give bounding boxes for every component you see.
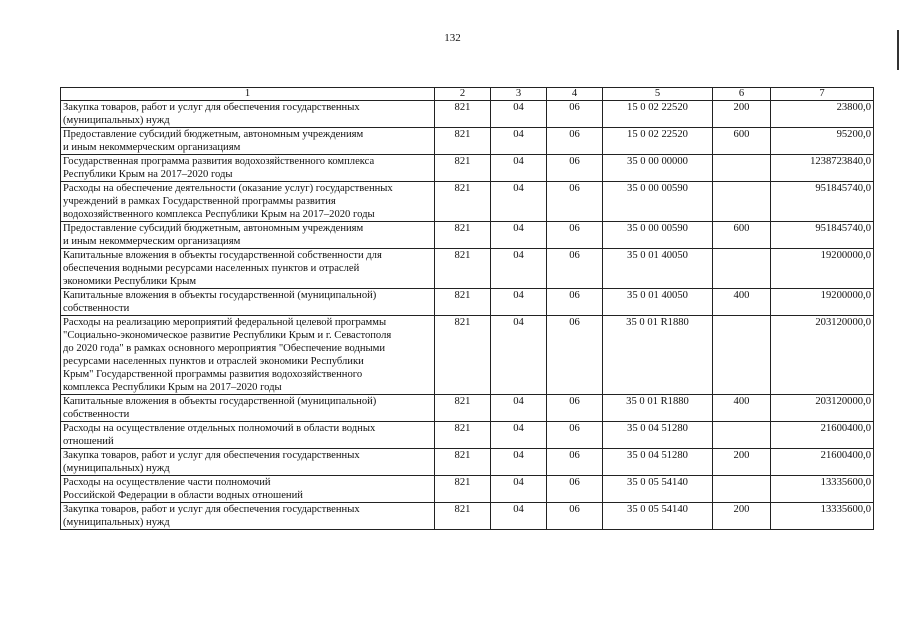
expense-type-cell bbox=[713, 422, 771, 449]
expense-name-cell: Капитальные вложения в объекты государственной (муниципальной) собственности bbox=[61, 289, 435, 316]
amount-cell: 203120000,0 bbox=[771, 395, 874, 422]
expense-name-cell: Капитальные вложения в объекты государственной собственности для обеспечения водными ресурсами населенных пунктов и отраслей экономики Республики Крым bbox=[61, 249, 435, 289]
target-article-cell: 35 0 01 R1880 bbox=[603, 316, 713, 395]
grbs-cell: 821 bbox=[435, 128, 491, 155]
grbs-cell: 821 bbox=[435, 249, 491, 289]
amount-cell: 203120000,0 bbox=[771, 316, 874, 395]
expense-name-cell: Закупка товаров, работ и услуг для обеспечения государственных (муниципальных) нужд bbox=[61, 449, 435, 476]
amount-cell: 23800,0 bbox=[771, 101, 874, 128]
expense-name-cell: Капитальные вложения в объекты государственной (муниципальной) собственности bbox=[61, 395, 435, 422]
section-cell: 04 bbox=[491, 395, 547, 422]
target-article-cell: 35 0 05 54140 bbox=[603, 476, 713, 503]
expense-type-cell bbox=[713, 316, 771, 395]
amount-cell: 19200000,0 bbox=[771, 249, 874, 289]
section-cell: 04 bbox=[491, 222, 547, 249]
grbs-cell: 821 bbox=[435, 422, 491, 449]
grbs-cell: 821 bbox=[435, 155, 491, 182]
expense-type-cell bbox=[713, 155, 771, 182]
expense-name-cell: Закупка товаров, работ и услуг для обеспечения государственных (муниципальных) нужд bbox=[61, 503, 435, 530]
section-cell: 04 bbox=[491, 476, 547, 503]
subsection-cell: 06 bbox=[547, 476, 603, 503]
subsection-cell: 06 bbox=[547, 289, 603, 316]
amount-cell: 951845740,0 bbox=[771, 222, 874, 249]
subsection-cell: 06 bbox=[547, 101, 603, 128]
expense-type-cell: 600 bbox=[713, 128, 771, 155]
expense-type-cell bbox=[713, 476, 771, 503]
target-article-cell: 35 0 04 51280 bbox=[603, 422, 713, 449]
section-cell: 04 bbox=[491, 422, 547, 449]
column-header: 6 bbox=[713, 88, 771, 101]
expense-type-cell: 600 bbox=[713, 222, 771, 249]
column-header: 1 bbox=[61, 88, 435, 101]
expense-type-cell: 400 bbox=[713, 395, 771, 422]
section-cell: 04 bbox=[491, 316, 547, 395]
section-cell: 04 bbox=[491, 249, 547, 289]
table-row bbox=[61, 476, 874, 503]
grbs-cell: 821 bbox=[435, 101, 491, 128]
amount-cell: 21600400,0 bbox=[771, 422, 874, 449]
subsection-cell: 06 bbox=[547, 316, 603, 395]
expense-name-cell: Закупка товаров, работ и услуг для обеспечения государственных (муниципальных) нужд bbox=[61, 101, 435, 128]
target-article-cell: 35 0 01 40050 bbox=[603, 249, 713, 289]
subsection-cell: 06 bbox=[547, 249, 603, 289]
target-article-cell: 15 0 02 22520 bbox=[603, 128, 713, 155]
expense-name-cell: Государственная программа развития водохозяйственного комплекса Республики Крым на 2017–2020 годы bbox=[61, 155, 435, 182]
grbs-cell: 821 bbox=[435, 476, 491, 503]
table-row bbox=[61, 503, 874, 530]
table-row bbox=[61, 422, 874, 449]
table-row bbox=[61, 182, 874, 222]
page-number: 132 bbox=[444, 32, 461, 44]
amount-cell: 21600400,0 bbox=[771, 449, 874, 476]
target-article-cell: 35 0 05 54140 bbox=[603, 503, 713, 530]
expense-type-cell: 200 bbox=[713, 503, 771, 530]
expense-type-cell bbox=[713, 249, 771, 289]
expense-name-cell: Предоставление субсидий бюджетным, автономным учреждениям и иным некоммерческим организациям bbox=[61, 222, 435, 249]
expense-name-cell: Расходы на обеспечение деятельности (оказание услуг) государственных учреждений в рамках Государственной программы развития водохозяйственного комплекса Республики Крым на 2017–2020 годы bbox=[61, 182, 435, 222]
column-header: 5 bbox=[603, 88, 713, 101]
target-article-cell: 35 0 01 R1880 bbox=[603, 395, 713, 422]
section-cell: 04 bbox=[491, 289, 547, 316]
grbs-cell: 821 bbox=[435, 289, 491, 316]
amount-cell: 19200000,0 bbox=[771, 289, 874, 316]
section-cell: 04 bbox=[491, 128, 547, 155]
column-header: 2 bbox=[435, 88, 491, 101]
table-row bbox=[61, 449, 874, 476]
target-article-cell: 35 0 00 00590 bbox=[603, 222, 713, 249]
target-article-cell: 15 0 02 22520 bbox=[603, 101, 713, 128]
section-cell: 04 bbox=[491, 503, 547, 530]
expense-type-cell: 400 bbox=[713, 289, 771, 316]
grbs-cell: 821 bbox=[435, 316, 491, 395]
target-article-cell: 35 0 00 00000 bbox=[603, 155, 713, 182]
budget-table bbox=[60, 87, 874, 530]
section-cell: 04 bbox=[491, 449, 547, 476]
section-cell: 04 bbox=[491, 101, 547, 128]
subsection-cell: 06 bbox=[547, 128, 603, 155]
section-cell: 04 bbox=[491, 155, 547, 182]
table-row bbox=[61, 101, 874, 128]
amount-cell: 1238723840,0 bbox=[771, 155, 874, 182]
target-article-cell: 35 0 01 40050 bbox=[603, 289, 713, 316]
grbs-cell: 821 bbox=[435, 222, 491, 249]
grbs-cell: 821 bbox=[435, 449, 491, 476]
section-cell: 04 bbox=[491, 182, 547, 222]
column-header: 3 bbox=[491, 88, 547, 101]
subsection-cell: 06 bbox=[547, 503, 603, 530]
expense-name-cell: Расходы на реализацию мероприятий федеральной целевой программы "Социально-экономическое развитие Республики Крым и г. Севастополя до 2020 года" в рамках основного мероприятия "Обеспечение водными ресурсами населенных пунктов и отраслей экономики Республики Крым" Государственной программы развития водохозяйственного комплекса Республики Крым на 2017–2020 годы bbox=[61, 316, 435, 395]
expense-type-cell bbox=[713, 182, 771, 222]
amount-cell: 13335600,0 bbox=[771, 476, 874, 503]
amount-cell: 951845740,0 bbox=[771, 182, 874, 222]
column-header: 7 bbox=[771, 88, 874, 101]
edge-scan-mark bbox=[897, 30, 899, 70]
target-article-cell: 35 0 00 00590 bbox=[603, 182, 713, 222]
subsection-cell: 06 bbox=[547, 449, 603, 476]
table-row bbox=[61, 395, 874, 422]
table-row bbox=[61, 155, 874, 182]
table-row bbox=[61, 289, 874, 316]
subsection-cell: 06 bbox=[547, 155, 603, 182]
subsection-cell: 06 bbox=[547, 182, 603, 222]
subsection-cell: 06 bbox=[547, 222, 603, 249]
header-row bbox=[61, 88, 874, 101]
amount-cell: 95200,0 bbox=[771, 128, 874, 155]
expense-name-cell: Расходы на осуществление отдельных полномочий в области водных отношений bbox=[61, 422, 435, 449]
expense-name-cell: Расходы на осуществление части полномочий Российской Федерации в области водных отношений bbox=[61, 476, 435, 503]
amount-cell: 13335600,0 bbox=[771, 503, 874, 530]
grbs-cell: 821 bbox=[435, 503, 491, 530]
grbs-cell: 821 bbox=[435, 182, 491, 222]
subsection-cell: 06 bbox=[547, 422, 603, 449]
grbs-cell: 821 bbox=[435, 395, 491, 422]
target-article-cell: 35 0 04 51280 bbox=[603, 449, 713, 476]
table-row bbox=[61, 249, 874, 289]
table-row bbox=[61, 316, 874, 395]
table-row bbox=[61, 222, 874, 249]
subsection-cell: 06 bbox=[547, 395, 603, 422]
expense-type-cell: 200 bbox=[713, 101, 771, 128]
expense-type-cell: 200 bbox=[713, 449, 771, 476]
table-row bbox=[61, 128, 874, 155]
column-header: 4 bbox=[547, 88, 603, 101]
expense-name-cell: Предоставление субсидий бюджетным, автономным учреждениям и иным некоммерческим организациям bbox=[61, 128, 435, 155]
